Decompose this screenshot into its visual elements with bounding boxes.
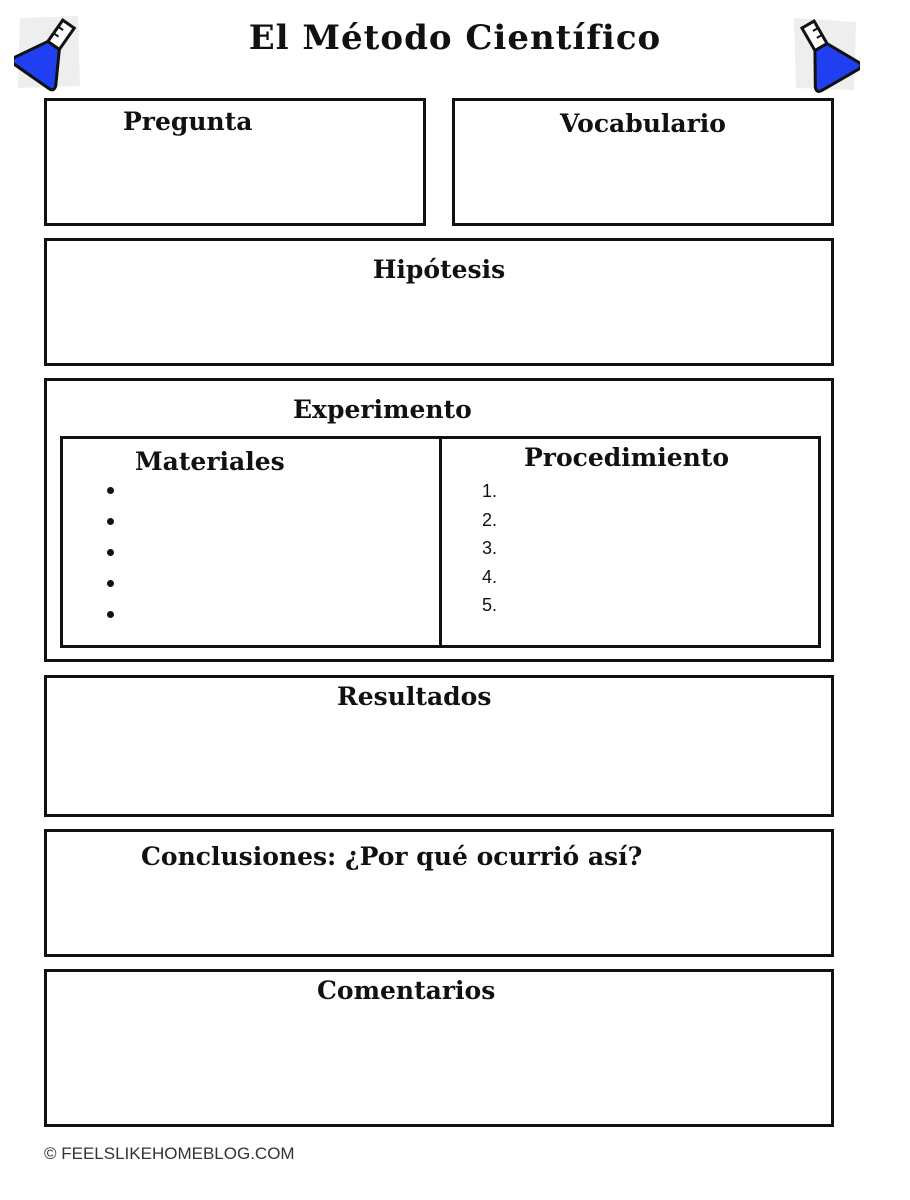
procedure-list [482,481,497,624]
resultados-box [44,675,834,817]
pregunta-heading: Pregunta [123,107,253,136]
conclusiones-heading: Conclusiones: ¿Por qué ocurrió así? [141,842,643,871]
procedimiento-box [439,436,821,648]
hipotesis-heading: Hipótesis [372,255,506,284]
vocabulario-heading: Vocabulario [560,109,726,138]
hipotesis-box [44,238,834,366]
materiales-heading: Materiales [135,447,285,476]
list-item: 1. [482,481,498,501]
flask-icon [790,14,860,94]
conclusiones-box [44,829,834,957]
experimento-heading: Experimento [293,395,472,424]
copyright-footer: © FEELSLIKEHOMEBLOG.COM [44,1144,295,1163]
page-title: El Método Científico [248,18,662,58]
list-item: 2. [482,509,498,530]
comentarios-box [44,969,834,1127]
procedimiento-heading: Procedimiento [524,443,730,472]
list-item: 4. [482,566,498,587]
experimento-box [44,378,834,662]
flask-icon [14,12,84,92]
pregunta-box [44,98,426,226]
list-item: 3. [482,538,498,558]
materiales-box [60,436,442,648]
vocabulario-box [452,98,834,226]
list-item: 5. [482,595,498,615]
resultados-heading: Resultados [337,682,492,711]
comentarios-heading: Comentarios [317,976,496,1005]
